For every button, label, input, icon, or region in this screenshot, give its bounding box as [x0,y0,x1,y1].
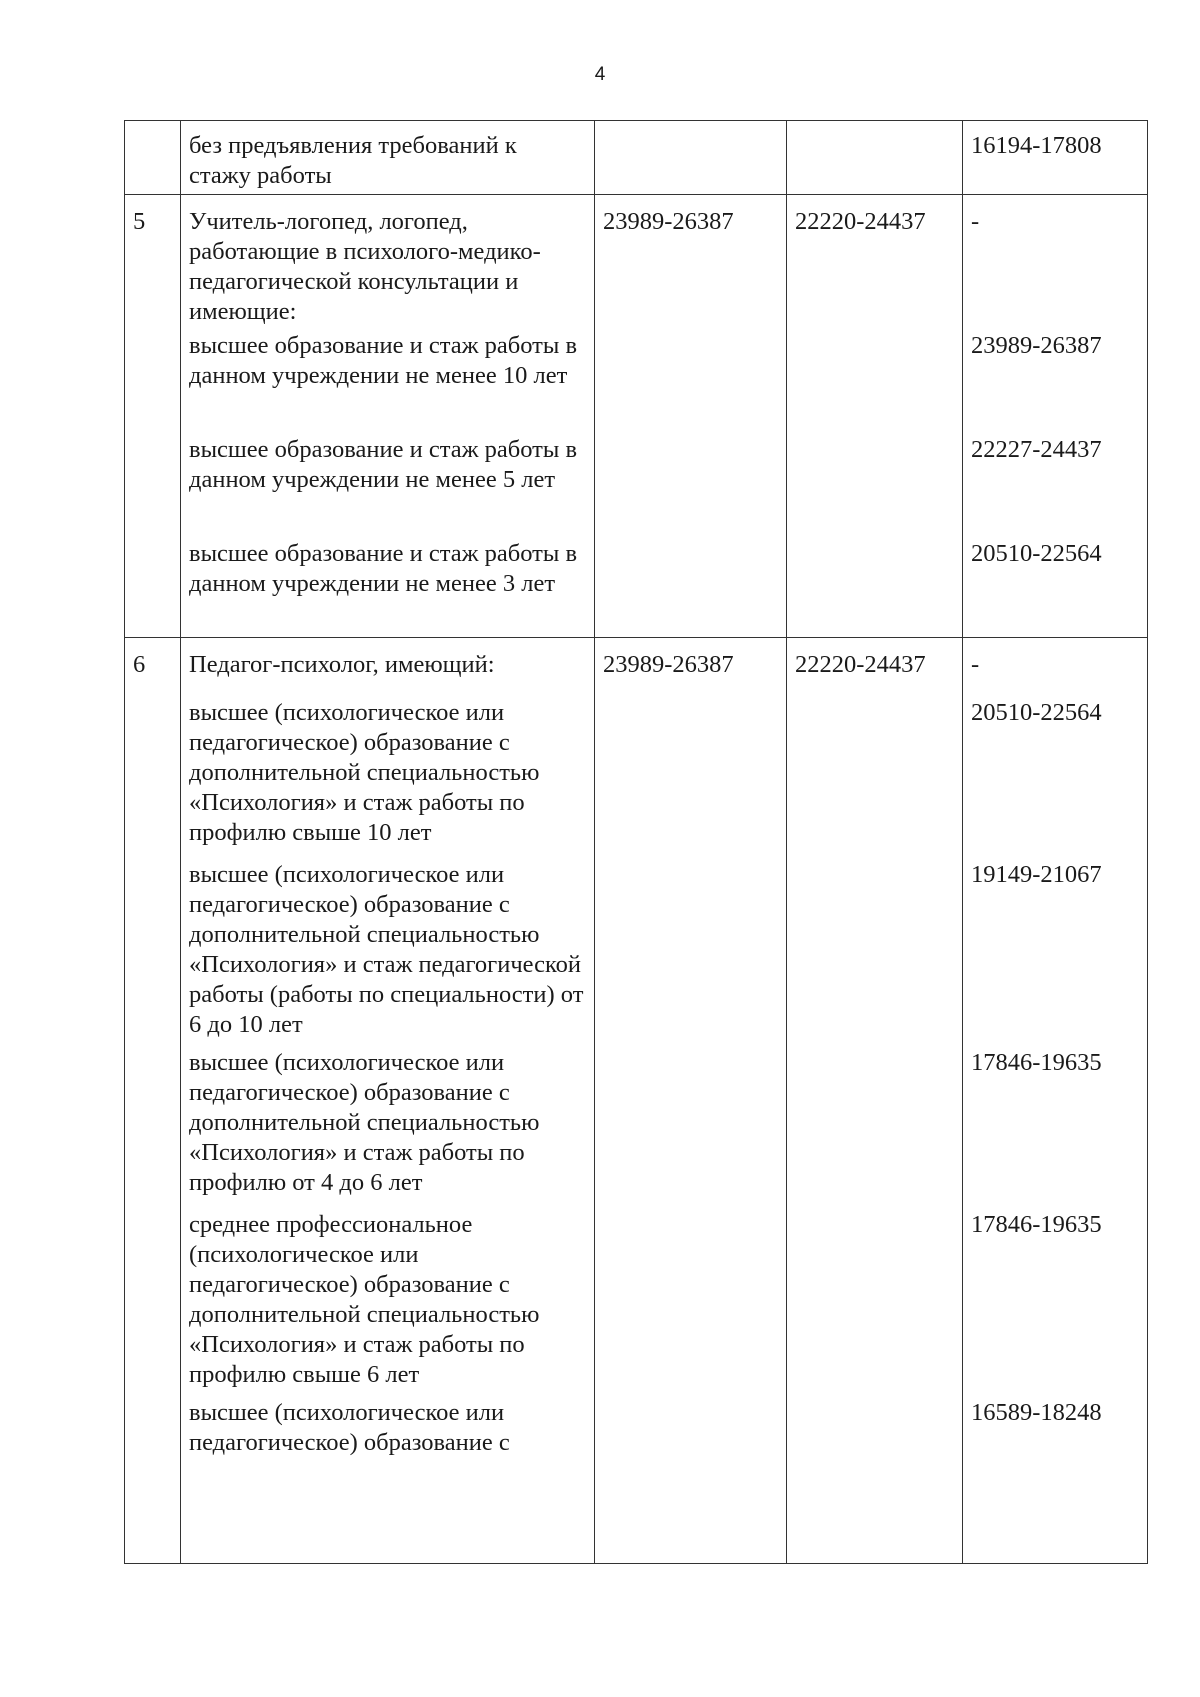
salary-value: 19149-21067 [971,861,1102,888]
salary-value: 22227-24437 [971,436,1102,463]
salary-cell-3 [963,121,1148,195]
salary-value: 23989-26387 [603,651,734,678]
salary-value [595,121,786,133]
row-number [125,121,180,133]
row-number: 6 [133,651,146,678]
row-number: 5 [133,208,146,235]
salary-value: 20510-22564 [971,699,1102,726]
salary-value: - [971,208,980,235]
salary-value [787,121,962,133]
table-row [125,195,1148,638]
salary-value: 16589-18248 [971,1399,1102,1426]
position-text: высшее образование и стаж работы в данном учреждении не менее 5 лет [189,436,578,493]
salary-value: 20510-22564 [971,540,1102,567]
table-row [125,121,1148,195]
salary-cell-2 [787,195,963,638]
salary-value: - [971,651,980,678]
position-text: Педагог-психолог, имеющий: [189,651,495,678]
position-cell [181,195,595,638]
row-number-cell [125,121,181,195]
position-text: высшее (психологическое или педагогическое) образование с дополнительной специальностью «Психология» и стаж работы по профилю от 4 до 6 лет [189,1049,540,1196]
position-text: высшее образование и стаж работы в данном учреждении не менее 3 лет [189,540,578,597]
position-text: высшее (психологическое или педагогическое) образование с дополнительной специальностью «Психология» и стаж педагогической работы (работы по специальности) от 6 до 10 лет [189,861,584,1038]
salary-table [124,120,1148,1564]
position-cell [181,121,595,195]
table-row [125,638,1148,1564]
salary-value: 17846-19635 [971,1211,1102,1238]
salary-value: 22220-24437 [795,651,926,678]
position-text: высшее образование и стаж работы в данном учреждении не менее 10 лет [189,332,578,389]
salary-cell-1 [595,121,787,195]
salary-value: 16194-17808 [971,132,1102,159]
salary-value: 23989-26387 [971,332,1102,359]
position-text: среднее профессиональное (психологическое или педагогическое) образование с дополнительной специальностью «Психология» и стаж работы по профилю свыше 6 лет [189,1211,540,1388]
position-text: высшее (психологическое или педагогическое) образование с [189,1399,510,1456]
salary-cell-3 [963,195,1148,638]
salary-cell-2 [787,121,963,195]
position-text: Учитель-логопед, логопед, работающие в психолого-медико-педагогической консультации и имеющие: [189,208,541,325]
salary-value: 23989-26387 [603,208,734,235]
salary-value: 17846-19635 [971,1049,1102,1076]
position-cell [181,638,595,1564]
salary-cell-3 [963,638,1148,1564]
salary-cell-2 [787,638,963,1564]
position-text: высшее (психологическое или педагогическое) образование с дополнительной специальностью «Психология» и стаж работы по профилю свыше 10 лет [189,699,540,846]
salary-cell-1 [595,638,787,1564]
page-number: 4 [594,64,606,85]
salary-value: 22220-24437 [795,208,926,235]
row-number-cell [125,195,181,638]
row-number-cell [125,638,181,1564]
position-text: без предъявления требований к стажу работы [189,132,517,189]
salary-cell-1 [595,195,787,638]
